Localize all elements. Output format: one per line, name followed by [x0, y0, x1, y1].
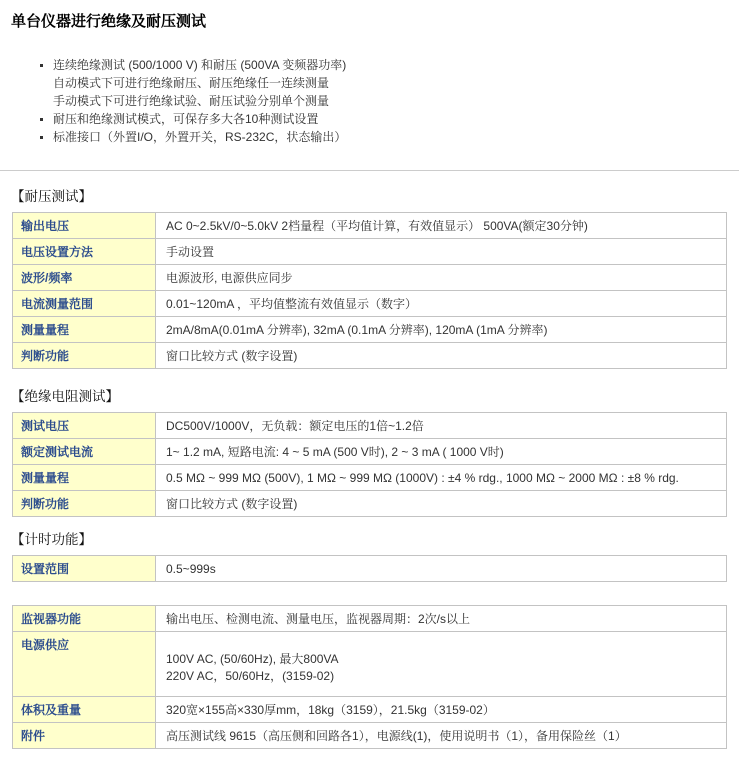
table-row: [13, 291, 727, 317]
row-label: 输出电压: [13, 213, 156, 239]
row-label: 电源供应: [13, 632, 156, 697]
page-title: 单台仪器进行绝缘及耐压测试: [11, 13, 207, 30]
row-value: 2mA/8mA(0.01mA 分辨率), 32mA (0.1mA 分辨率), 120mA (1mA 分辨率): [156, 317, 727, 343]
row-value: DC500V/1000V，无负载：额定电压的1倍~1.2倍: [156, 413, 727, 439]
table-row: [13, 439, 727, 465]
row-value: 1~ 1.2 mA, 短路电流: 4 ~ 5 mA (500 V时), 2 ~ 3 mA ( 1000 V时): [156, 439, 727, 465]
row-value: 0.5~999s: [156, 556, 727, 582]
table-row: [13, 213, 727, 239]
table-row: [13, 632, 727, 697]
spec-table-insulation: [12, 412, 727, 517]
bullet-dot-icon: [40, 118, 43, 121]
feature-line: 自动模式下可进行绝缘耐压、耐压绝缘任一连续测量: [53, 76, 330, 90]
feature-line: 标准接口（外置I/O，外置开关，RS-232C，状态输出）: [53, 130, 347, 144]
table-row: [13, 697, 727, 723]
row-value: [156, 632, 727, 697]
row-value: 手动设置: [156, 239, 727, 265]
row-label: 额定测试电流: [13, 439, 156, 465]
bullet-dot-icon: [40, 136, 43, 139]
table-row: [13, 465, 727, 491]
feature-line: 耐压和绝缘测试模式，可保存多大各10种测试设置: [53, 112, 319, 126]
power-supply-line: 100V AC, (50/60Hz), 最大800VA: [166, 652, 339, 666]
table-row: [13, 317, 727, 343]
spec-table-timer: [12, 555, 727, 582]
section-header-hipot: 【耐压测试】: [11, 189, 92, 204]
row-value: 窗口比较方式 (数字设置): [156, 491, 727, 517]
spec-table-hipot: [12, 212, 727, 369]
row-value: 0.01~120mA ，平均值整流有效值显示（数字）: [156, 291, 727, 317]
list-item: [40, 128, 739, 146]
row-label: 电流测量范围: [13, 291, 156, 317]
list-item: [40, 56, 739, 110]
section-header-insulation: 【绝缘电阻测试】: [11, 389, 119, 404]
table-row: [13, 343, 727, 369]
row-label: 判断功能: [13, 491, 156, 517]
row-value: 窗口比较方式 (数字设置): [156, 343, 727, 369]
row-label: 测试电压: [13, 413, 156, 439]
row-value: 高压测试线 9615（高压侧和回路各1），电源线(1)，使用说明书（1），备用保险丝（1）: [156, 723, 727, 749]
bullet-dot-icon: [40, 64, 43, 67]
row-label: 体积及重量: [13, 697, 156, 723]
row-label: 测量量程: [13, 317, 156, 343]
row-value: 0.5 MΩ ~ 999 MΩ (500V), 1 MΩ ~ 999 MΩ (1000V) : ±4 % rdg., 1000 MΩ ~ 2000 MΩ : ±8 % rdg.: [156, 465, 727, 491]
row-label: 电压设置方法: [13, 239, 156, 265]
table-row: [13, 265, 727, 291]
row-value: 电源波形, 电源供应同步: [156, 265, 727, 291]
row-label: 附件: [13, 723, 156, 749]
row-value: AC 0~2.5kV/0~5.0kV 2档量程（平均值计算，有效值显示） 500VA(额定30分钟): [156, 213, 727, 239]
row-label: 判断功能: [13, 343, 156, 369]
feature-line: 手动模式下可进行绝缘试验、耐压试验分别单个测量: [53, 94, 330, 108]
table-row: [13, 239, 727, 265]
table-row: [13, 723, 727, 749]
power-supply-line: 220V AC，50/60Hz，(3159-02): [166, 669, 335, 683]
list-item: [40, 110, 739, 128]
spec-table-general: [12, 605, 727, 749]
feature-list: [40, 56, 739, 146]
table-row: [13, 606, 727, 632]
section-header-timer: 【计时功能】: [11, 532, 92, 547]
row-value: 输出电压、检测电流、测量电压，监视器周期：2次/s以上: [156, 606, 727, 632]
spec-page: [0, 13, 739, 749]
row-label: 监视器功能: [13, 606, 156, 632]
row-label: 测量量程: [13, 465, 156, 491]
row-label: 波形/频率: [13, 265, 156, 291]
row-label: 设置范围: [13, 556, 156, 582]
row-value: 320宽×155高×330厚mm，18kg（3159），21.5kg（3159-02）: [156, 697, 727, 723]
table-row: [13, 491, 727, 517]
table-row: [13, 413, 727, 439]
section-divider: [0, 170, 739, 171]
feature-line: 连续绝缘测试 (500/1000 V) 和耐压 (500VA 变频器功率): [53, 58, 347, 72]
table-row: [13, 556, 727, 582]
